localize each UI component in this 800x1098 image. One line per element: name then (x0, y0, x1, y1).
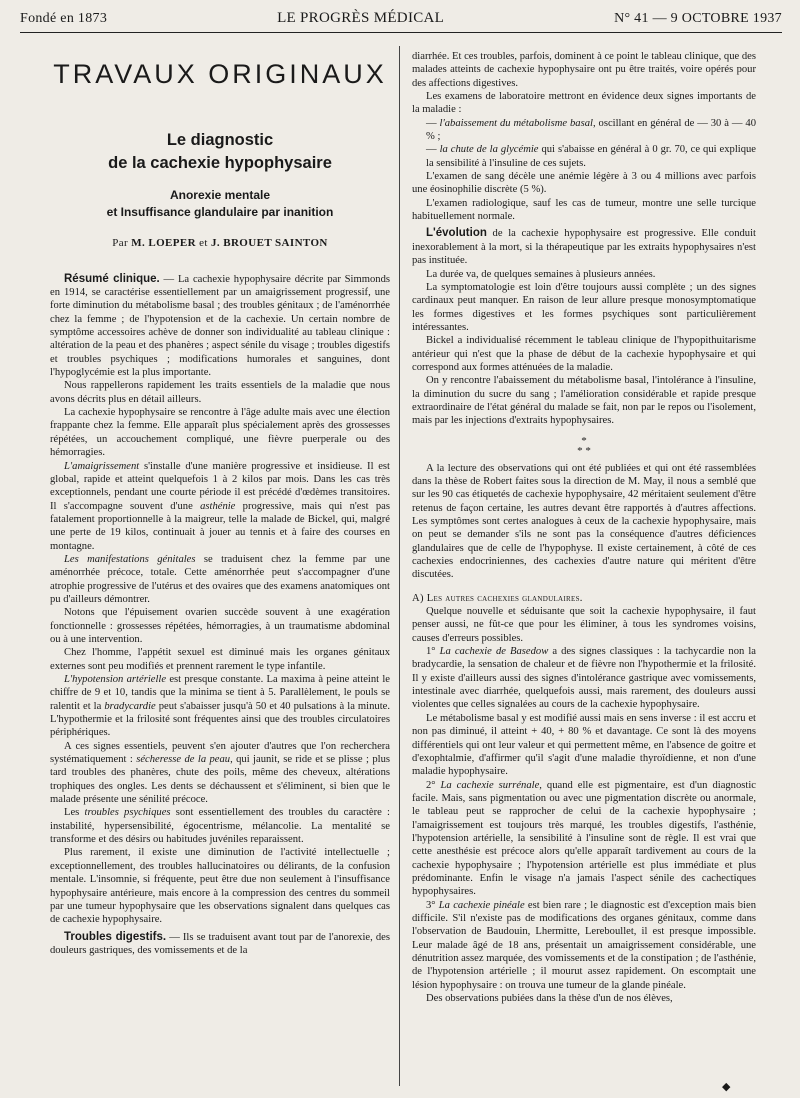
paragraph: Nous rappellerons rapidement les traits essentiels de la maladie que nous avons décrits plus en détail ailleurs. (50, 380, 390, 405)
paragraph: diarrhée. Et ces troubles, parfois, dominent à ce point le tableau clinique, que des malades atteints de cachexie hypophysaire ont pu être traités, voire opérés pour des affections digestives. (412, 51, 756, 89)
left-column (50, 50, 390, 1090)
text: 2° (426, 779, 441, 791)
section-separator (412, 436, 756, 456)
issue-date: N° 41 — 9 OCTOBRE 1937 (614, 11, 782, 26)
resume-heading: Résumé clinique. (64, 272, 160, 285)
paragraph: Bickel a individualisé récemment le tableau clinique de l'hypopithuitarisme antérieur qui n'est que la phase de début de la cachexie hypophysaire et qui correspond aux formes atténuées de la maladie. (412, 335, 756, 373)
text: , quand elle est pigmentaire, est d'un diagnostic facile. Mais, sans pigmentation ou avec une pigmentation discrète ou anormale, le tableau peut se rapprocher de celui de la cachexie hypophysaire ; l'amaigrissement est toujours très marqué, les troubles digestifs, l'asthénie, l'hypotension artérielle, la sensibilité à l'insuline sont de règle. Il est vrai que cette anesthésie est précoce alors qu'elle apparaît tardivement au cours de la cachexie hypophysaire ; l'hypotension artérielle est plus immédiate et plus prédominante. Enfin le visage n'a jamais l'aspect sénile des cachectiques hypophysaires. (412, 779, 756, 898)
authors (50, 237, 390, 250)
emphasis: sécheresse de la peau (136, 754, 231, 766)
text: 1° (426, 646, 440, 658)
text: se traduisent chez la femme par une aménorrhée précoce, totale. Cette aménorrhée peut s'accompagner d'une atrophie progressive de l'utérus et des ovaires que des examens anatomiques ont pu d'ailleurs démontrer. (50, 553, 390, 605)
text: 3° (426, 899, 439, 911)
paragraph: Le métabolisme basal y est modifié aussi mais en sens inverse : il est accru et non pas diminué, il atteint + 40, + 80 % et davantage. Ce sont là des moyens différentiels qui ont leur valeur et qui permettent même, en l'absence de goitre et d'exophtalmie, d'affirmer qu'il s'agit d'une maladie thyroïdienne, et non d'une maladie hypophysaire. (412, 712, 756, 778)
subtitle-line-2: et Insuffisance glandulaire par inanition (106, 205, 334, 220)
text: de la cachexie hypophysaire est progressive. Elle conduit inexorablement à la mort, si la thérapeutique par les extraits hypophysaires n'est pas instituée. (412, 228, 756, 267)
text: peut s'abaisser jusqu'à 50 et 40 pulsations à la minute. L'hypothermie et la frilosité sont fréquentes ainsi que des troubles circulatoires périphériques. (50, 700, 390, 739)
title-line-2: de la cachexie hypophysaire (108, 154, 332, 173)
emphasis: La cachexie surrénale (440, 779, 540, 791)
list-item: — l'abaissement du métabolisme basal, oscillant en général de — 30 à — 40 % ; (426, 117, 756, 143)
paragraph: La symptomatologie est loin d'être toujours aussi complète ; un des signes cardinaux peut manquer. En raison de leur allure presque monosymptomatique les formes digestives et les formes psychiques sont particulièrement intéressantes. (412, 281, 756, 333)
subsection-heading: A) Les autres cachexies glandulaires. (412, 592, 583, 604)
emphasis: la chute de la glycémie (439, 144, 539, 156)
paragraph (412, 227, 756, 267)
article-subtitle (50, 187, 390, 221)
paragraph (50, 273, 390, 380)
paragraph (412, 645, 756, 712)
author-1: M. LOEPER (131, 237, 196, 250)
list-item: — la chute de la glycémie qui s'abaisse en général à 0 gr. 70, ce qui explique la sensibilité à l'insuline de ces sujets. (426, 144, 756, 169)
paragraph (412, 779, 756, 899)
text: qui s'abaisse en général à 0 gr. 70, ce qui explique la sensibilité à l'insuline de ces sujets. (426, 144, 756, 169)
header-rule (20, 32, 782, 33)
running-header (20, 10, 782, 32)
separator-star-top: * (581, 434, 587, 447)
evolution-heading: L'évolution (426, 227, 487, 240)
paragraph (50, 931, 390, 958)
text: est bien rare ; le diagnostic est d'exception mais bien difficile. S'il n'existe pas de modifications des organes génitaux, comme dans l'observation de Baudouin, Lhermitte, Lereboullet, il est presque impossible. Leur malade âgé de 18 ans, présentait un amaigrissement considérable, une dénutrition assez marquée, des vomissements et de la constipation ; de l'asthénie, de l'hypotension artérielle ; il mourut assez rapidement. On escomptait une lésion hypophysaire : on trouva une tumeur de la glande pinéale. (412, 899, 756, 991)
text: A ces signes essentiels, peuvent s'en ajouter d'autres que l'on recherchera systématiquement : (50, 740, 390, 766)
text: sont essentiellement des troubles du caractère : instabilité, hypersensibilité, égocentrisme, mélancolie. La mentalité se transforme et des désirs ou habitudes juvéniles reparaissent. (50, 807, 390, 846)
paragraph (412, 899, 756, 992)
header-founded: Fondé en 1873 (20, 11, 108, 26)
paragraph: Les examens de laboratoire mettront en évidence deux signes importants de la maladie : (412, 91, 756, 116)
emphasis: troubles psychiques (84, 807, 171, 819)
emphasis: l'abaissement du métabolisme basal (439, 117, 593, 129)
emphasis: La cachexie pinéale (438, 899, 525, 911)
author-2: J. BROUET SAINTON (211, 237, 328, 250)
text: , oscillant en général de — 30 à — 40 % ; (426, 117, 756, 143)
separator-stars-bottom: * * (577, 444, 591, 457)
paragraph: La cachexie hypophysaire se rencontre à l'âge adulte mais avec une élection frappante chez la femme. Elle apparaît plus spécialement après des grossesses répétées, un accouchement compliqué, une fièvre puerperale ou des hémorragies. (50, 407, 390, 459)
paragraph (50, 553, 390, 606)
text: progressive, mais qui n'est pas fatalement proportionnelle à la maigreur, telle la malade de Bickel, qui, malgré une perte de 19 kilos, continuait à jouer au tennis et à faire des courses en montagne. (50, 500, 390, 552)
text: , qui jaunit, se ride et se plisse ; plus tard troubles des phanères, chute des poils, même des cheveux, altérations trophiques des ongles. Les dents se déchaussent et s'éliminent, si bien que le malade présente une sénilité précoce. (50, 754, 390, 806)
paragraph (50, 740, 390, 807)
paragraph (50, 673, 390, 740)
column-divider (399, 46, 400, 1086)
title-line-1: Le diagnostic (166, 131, 274, 150)
right-column (412, 50, 756, 1090)
end-mark-icon: ◆ (722, 1081, 731, 1093)
paragraph: On y rencontre l'abaissement du métabolisme basal, l'intolérance à l'insuline, la diminution du sucre du sang ; l'amélioration considérable et rapide presque extraordinaire de l'état général du malade se fait, non par le repos ou l'isolement, mais par les injections d'extraits hypophysaires. (412, 375, 756, 427)
emphasis: bradycardie (104, 700, 156, 712)
troubles-heading: Troubles digestifs. (64, 930, 167, 943)
emphasis: La cachexie de Basedow (439, 646, 549, 658)
journal-title: LE PROGRÈS MÉDICAL (277, 10, 445, 26)
paragraph: L'examen radiologique, sauf les cas de tumeur, montre une selle turcique habituellement normale. (412, 197, 756, 223)
text: — Ils se traduisent avant tout par de l'anorexie, des douleurs gastriques, des vomissements et de la (50, 931, 390, 956)
emphasis: Les manifestations génitales (64, 553, 196, 565)
text: est presque constante. La maxima à peine atteint le chiffre de 9 et 10, tandis que la minima se tient à 5. Parallèlement, le pouls se ralentit et la (50, 674, 390, 712)
subtitle-line-1: Anorexie mentale (169, 188, 271, 203)
paragraph: Notons que l'épuisement ovarien succède souvent à une exagération fonctionnelle : grossesses répétées, hémorragies, à un traumatisme abdominal ou à une intervention. (50, 607, 390, 645)
paragraph (50, 460, 390, 553)
paragraph: Plus rarement, il existe une diminution de l'activité intellectuelle ; exceptionnellement, des troubles hallucinatoires ou délirants, de la confusion mentale. L'insomnie, si fréquente, peut être due non seulement à l'insuffisance hypophysaire antérieure, mais encore à la compression des centres du sommeil par une tumeur hypophysaire que les observations signalent dans quelques cas de cachexie hypophysaire. (50, 847, 390, 926)
article-title (50, 129, 390, 175)
text: — La cachexie hypophysaire décrite par Simmonds en 1914, se caractérise essentiellement par un amaigrissement progressif, une forte diminution du métabolisme basal ; des troubles génitaux ; de l'aménorrhée chez la femme ; de l'hypotension et de la cachexie. Un certain nombre de symptôme accessoires achève de donner son individualité au tableau clinique : altération de la peau et des phanères ; aspect sénile du visage ; troubles digestifs et troubles psychiques ; modifications humorales et sanguines, dont l'hypoglycémie est la plus importante. (50, 273, 390, 379)
paragraph: Chez l'homme, l'appétit sexuel est diminué mais les organes génitaux externes sont peu modifiés et prennent rarement le type infantile. (50, 647, 390, 672)
paragraph (50, 806, 390, 846)
text: a des signes classiques : la tachycardie non la bradycardie, la sensation de chaleur et de fièvre non l'hypothermie et la frilosité. Il y existe d'ailleurs aussi des signes d'intolérance gastrique avec vomissements, intestinale avec diarrhée, quelquefois aussi, mais rarement, des douleurs aussi violentes que celles signalées au cours de la cachexie hypophysaire. (412, 646, 756, 711)
section-title: TRAVAUX ORIGINAUX (53, 59, 387, 89)
paragraph: Des observations pubiées dans la thèse d'un de nos élèves, (426, 993, 673, 1005)
emphasis: asthénie (200, 500, 236, 512)
paragraph: A la lecture des observations qui ont été publiées et qui ont été rassemblées dans la thèse de Robert faites sous la direction de M. May, il nous a semblé que sur les 90 cas étiquetés de cachexie hypophysaire, 42 méritaient seulement d'être retenus de façon certaine, les autres devant être rapportés à d'autres affections. Les symptômes sont certes analogues à ceux de la cachexie hypophysaire, mais on peut se demander s'ils ne sont pas la conséquence d'autres déficiences glandulaires que de celle de l'hypophyse. Il existe certainement, à côté de ces cachexies endocriniennes, des cachexies d'autre nature qui méritent d'être discutées. (412, 462, 756, 581)
paragraph: L'examen de sang décèle une anémie légère à 3 ou 4 millions avec parfois une éosinophilie discrète (5 %). (412, 171, 756, 196)
emphasis: L'hypotension artérielle (64, 674, 167, 685)
paragraph: La durée va, de quelques semaines à plusieurs années. (426, 268, 656, 280)
emphasis: L'amaigrissement (64, 460, 140, 472)
text: Les (64, 807, 85, 819)
authors-prefix: Par (112, 237, 129, 250)
authors-and: et (199, 237, 208, 250)
paragraph: Quelque nouvelle et séduisante que soit la cachexie hypophysaire, il faut penser aussi, ne fût-ce que pour les éliminer, à tous les syndromes voisins, causes d'erreurs possibles. (412, 606, 756, 644)
text: s'installe d'une manière progressive et insidieuse. Il est global, rapide et atteint quelquefois 1 à 2 kilos par mois. Dans les cas très exceptionnels, pendant une courte période il est précédé d'œdèmes transitoires. Il s'accompagne souvent d'une (50, 460, 390, 512)
